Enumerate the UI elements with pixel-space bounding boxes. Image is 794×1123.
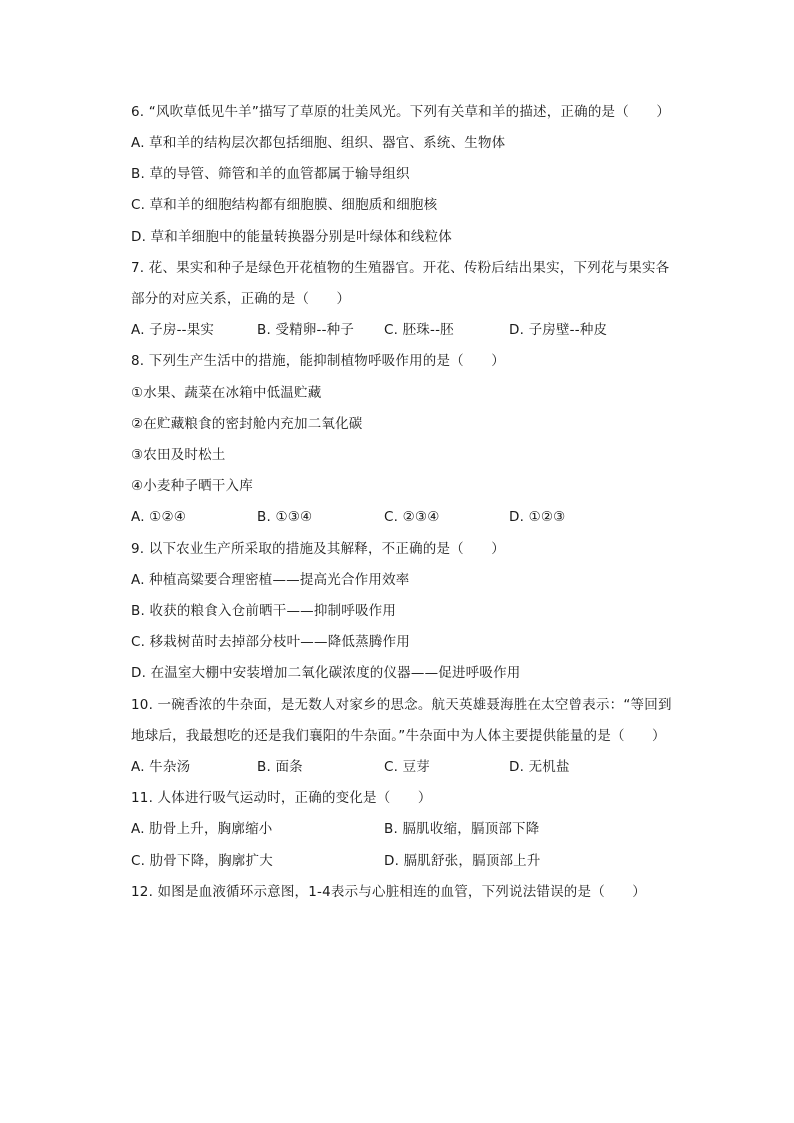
question-10-option-b: B. 面条	[257, 759, 303, 775]
question-6-stem: 6. “风吹草低见牛羊”描写了草原的壮美风光。下列有关草和羊的描述，正确的是（ ）	[131, 104, 671, 120]
question-6-option-d: D. 草和羊细胞中的能量转换器分别是叶绿体和线粒体	[131, 229, 452, 245]
question-10-option-c: C. 豆芽	[384, 759, 431, 775]
question-6-option-b: B. 草的导管、筛管和羊的血管都属于输导组织	[131, 166, 410, 182]
question-8-option-a: A. ①②④	[131, 509, 187, 525]
question-8-option-c: C. ②③④	[384, 509, 440, 525]
question-7-stem-line1: 7. 花、果实和种子是绿色开花植物的生殖器官。开花、传粉后结出果实，下列花与果实各	[131, 260, 670, 276]
question-8-stem: 8. 下列生产生活中的措施，能抑制植物呼吸作用的是（ ）	[131, 353, 505, 369]
question-8-option-b: B. ①③④	[257, 509, 313, 525]
question-10-option-d: D. 无机盐	[509, 759, 570, 775]
question-7-option-d: D. 子房壁--种皮	[509, 322, 608, 338]
question-10-stem-line2: 地球后，我最想吃的还是我们襄阳的牛杂面。”牛杂面中为人体主要提供能量的是（ ）	[131, 728, 666, 744]
question-10-option-a: A. 牛杂汤	[131, 759, 191, 775]
question-11-option-b: B. 膈肌收缩，膈顶部下降	[384, 821, 540, 837]
question-8-statement-2: ②在贮藏粮食的密封舱内充加二氧化碳	[131, 416, 363, 432]
question-9-stem: 9. 以下农业生产所采取的措施及其解释，不正确的是（ ）	[131, 541, 505, 557]
question-8-statement-4: ④小麦种子晒干入库	[131, 478, 253, 494]
question-7-option-c: C. 胚珠--胚	[384, 322, 454, 338]
question-6-option-c: C. 草和羊的细胞结构都有细胞膜、细胞质和细胞核	[131, 197, 438, 213]
question-11-option-a: A. 肋骨上升，胸廓缩小	[131, 821, 273, 837]
question-12-stem: 12. 如图是血液循环示意图，1-4表示与心脏相连的血管，下列说法错误的是（ ）	[131, 884, 647, 900]
question-6-option-a: A. 草和羊的结构层次都包括细胞、组织、器官、系统、生物体	[131, 135, 506, 151]
question-7-option-a: A. 子房--果实	[131, 322, 215, 338]
question-10-stem-line1: 10. 一碗香浓的牛杂面，是无数人对家乡的思念。航天英雄聂海胜在太空曾表示：“等回到	[131, 697, 672, 713]
question-9-option-c: C. 移栽树苗时去掉部分枝叶——降低蒸腾作用	[131, 634, 410, 650]
question-8-statement-3: ③农田及时松土	[131, 447, 226, 463]
question-11-stem: 11. 人体进行吸气运动时，正确的变化是（ ）	[131, 790, 432, 806]
question-7-stem-line2: 部分的对应关系，正确的是（ ）	[131, 291, 351, 307]
question-8-option-d: D. ①②③	[509, 509, 566, 525]
question-9-option-a: A. 种植高粱要合理密植——提高光合作用效率	[131, 572, 410, 588]
question-9-option-b: B. 收获的粮食入仓前晒干——抑制呼吸作用	[131, 603, 397, 619]
question-11-option-c: C. 肋骨下降，胸廓扩大	[131, 853, 273, 869]
question-9-option-d: D. 在温室大棚中安装增加二氧化碳浓度的仪器——促进呼吸作用	[131, 665, 521, 681]
question-11-option-d: D. 膈肌舒张，膈顶部上升	[384, 853, 541, 869]
question-8-statement-1: ①水果、蔬菜在冰箱中低温贮藏	[131, 385, 322, 401]
question-7-option-b: B. 受精卵--种子	[257, 322, 355, 338]
